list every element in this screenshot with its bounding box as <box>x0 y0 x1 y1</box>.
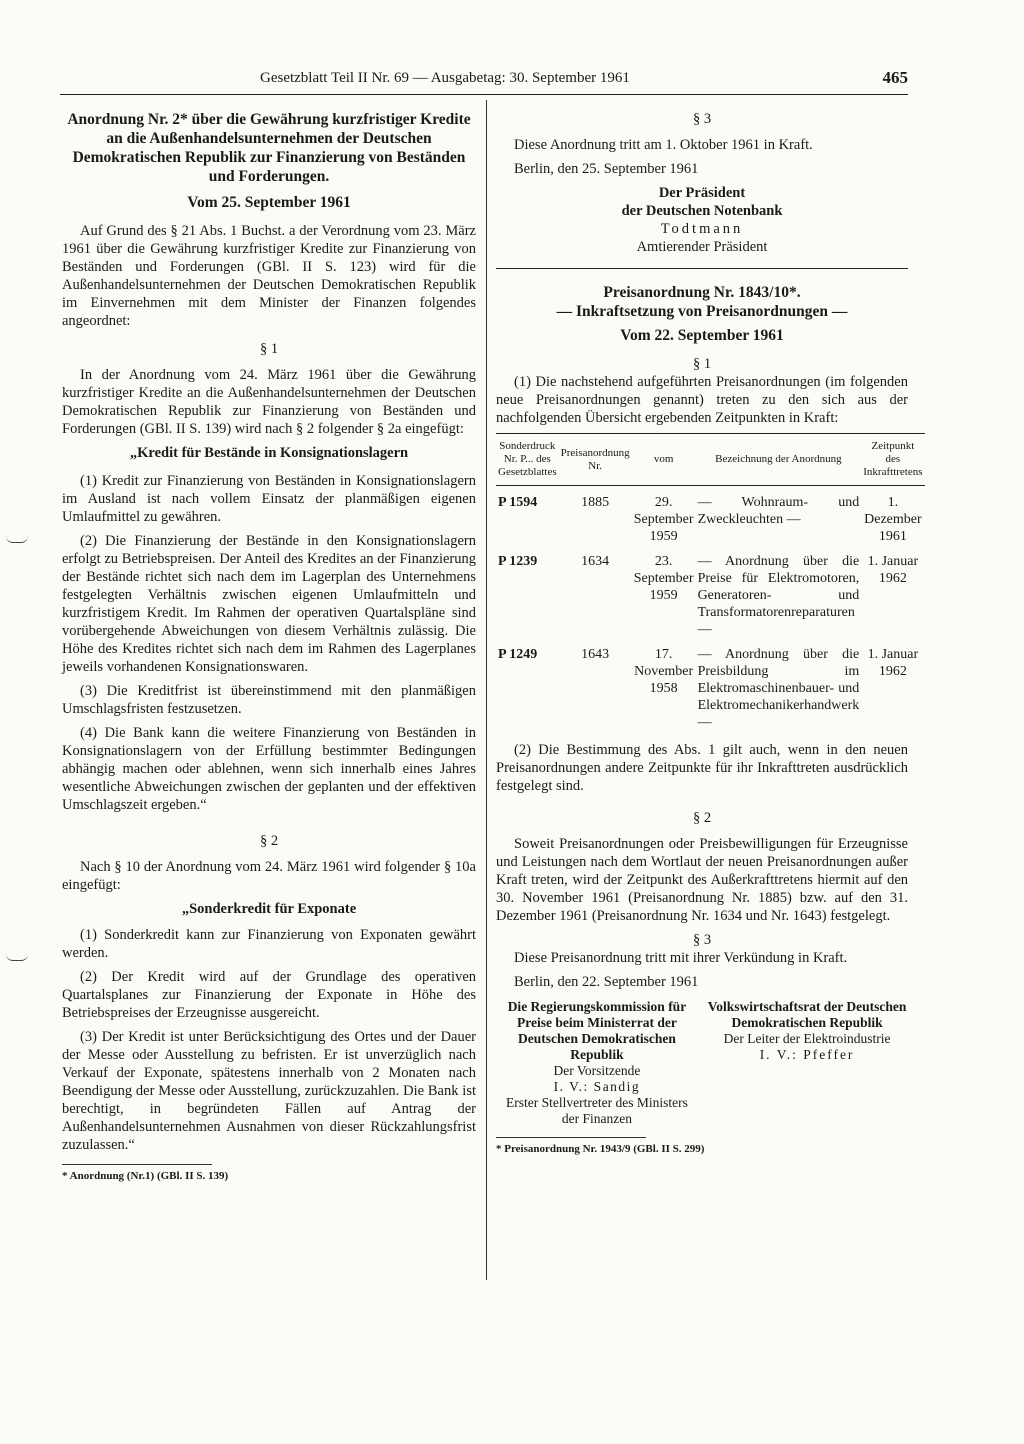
intro-paragraph: Auf Grund des § 21 Abs. 1 Buchst. a der Verordnung vom 23. März 1961 über die Gewährung kurzfristiger Kredite zur Finanzierung von Beständen und Forderungen (GBl. II S. 123) wird für die Außenhandelsunternehmen der Deutschen Demokratischen Republik im Einvernehmen mit dem Minister der Finanzen folgendes angeordnet: <box>62 223 476 329</box>
table-row <box>496 638 925 731</box>
signatory-name: I. V.: Pfeffer <box>759 1047 855 1062</box>
footnote-text: * Anordnung (Nr.1) (GBl. II S. 139) <box>62 1170 229 1182</box>
signature-line: Der Präsident <box>658 185 746 201</box>
signature-block-a <box>496 999 698 1127</box>
table-row <box>496 486 925 546</box>
section-rule <box>496 268 908 269</box>
cell: P 1594 <box>498 495 538 510</box>
margin-mark <box>6 536 28 543</box>
col-header: Preisanordnung Nr. <box>559 434 632 486</box>
section-3-heading: § 3 <box>692 111 712 127</box>
right-column <box>496 110 923 1158</box>
signature-grid <box>496 999 908 1127</box>
cell: 23. September 1959 <box>633 554 694 603</box>
price-section-3-text: Diese Preisanordnung tritt mit ihrer Verkündung in Kraft. <box>514 950 848 966</box>
section-2-clause-2: (2) Der Kredit wird auf der Grundlage des operativen Quartalsplanes zur Finanzierung der Exponate in Höhe des Betriebspreises der Erzeugnisse ausgereicht. <box>62 969 476 1021</box>
section-2-clause-3: (3) Der Kredit ist unter Berücksichtigung des Ortes und der Dauer der Messe oder Ausstellung zu befristen. Er ist unverzüglich nach Verkauf der Exponate, spätestens innerhalb von 2 Monaten nach Beendigung der Messe oder Ausstellung, zurückzuzahlen. Die Bank ist berechtigt, in begründeten Fällen auf Antrag der Außenhandelsunternehmen Ausnahmen von dieser Rückzahlungsfrist zuzulassen.“ <box>62 1029 476 1153</box>
section-2-text: Nach § 10 der Anordnung vom 24. März 1961 wird folgender § 10a eingefügt: <box>62 859 476 893</box>
section-1-clause-2: (2) Die Finanzierung der Bestände in den Konsignationslagern erfolgt zu Betriebspreisen. Der Anteil des Kredites an der Finanzierung der Bestände richtet sich nach dem im Lagerplan des Unternehmens festgelegten Verhältnis zwischen eigenen Umlaufmitteln und kurzfristigem Kredit. Im Rahmen der operativen Quartalspläne sind vorübergehende Abweichungen von diesem Verhältnis zulässig. Die Höhe des Kredites richtet sich nach dem im Rahmen des Lagerplanes jeweils vorhandenen Konsignationswaren. <box>62 533 476 675</box>
table-header-row <box>496 434 925 486</box>
section-1-clause-1: (1) Kredit zur Finanzierung von Beständen in Konsignationslagern im Ausland ist nach vollem Einsatz der planmäßigen eigenen Umlaufmittel zu gewähren. <box>62 473 476 525</box>
price-order-subtitle: — Inkraftsetzung von Preisanordnungen — <box>556 303 848 320</box>
price-section-2-heading: § 2 <box>692 810 712 826</box>
cell: — Wohnraum- und Zweckleuchten — <box>697 495 860 527</box>
price-order-title: Preisanordnung Nr. 1843/10*. <box>603 284 801 301</box>
margin-mark <box>6 954 28 961</box>
signature-block-1 <box>496 184 908 256</box>
ordinance-title: Anordnung Nr. 2* über die Gewährung kurzfristiger Kredite an die Außenhandelsunternehmen der Deutschen Demokratischen Republik zur Finanzierung von Beständen und Forderungen. <box>67 111 471 185</box>
signature-block-b <box>706 999 908 1127</box>
footnote-text: * Preisanordnung Nr. 1943/9 (GBl. II S. 299) <box>496 1143 705 1155</box>
section-1-clause-3: (3) Die Kreditfrist ist übereinstimmend mit den planmäßigen Umschlagsfristen festzusetzen. <box>62 683 476 717</box>
cell: P 1249 <box>498 647 538 662</box>
signatory-org: Volkswirtschaftsrat der Deutschen Demokratischen Republik <box>707 999 907 1030</box>
signatory-name: I. V.: Sandig <box>553 1079 641 1094</box>
cell: P 1239 <box>498 554 538 569</box>
page-number: 465 <box>882 68 908 87</box>
col-header: vom <box>632 434 696 486</box>
cell: 1643 <box>581 647 610 662</box>
section-1-clause-4: (4) Die Bank kann die weitere Finanzierung von Beständen in Konsignationslagern von der Erfüllung bestimmter Bedingungen abhängig machen oder ablehnen, wenn sich innerhalb eines Jahres wesentliche Abweichungen zwischen der geplanten und der effektiven Umschlagszeit ergeben.“ <box>62 725 476 813</box>
cell: 17. November 1958 <box>634 647 694 696</box>
price-section-1-heading: § 1 <box>692 356 712 372</box>
cell: 1. Dezember 1961 <box>864 495 922 544</box>
ordinance-date: Vom 25. September 1961 <box>187 194 351 211</box>
footnote-left <box>62 1164 229 1185</box>
col-header: Bezeichnung der Anordnung <box>696 434 862 486</box>
place-date-2: Berlin, den 22. September 1961 <box>514 974 699 990</box>
cell: — Anordnung über die Preise für Elektromotoren, Generatoren- und Transformatorenreparaturen — <box>697 554 860 637</box>
col-header: Sonderdruck Nr. P... des Gesetzblattes <box>496 434 559 486</box>
gazette-title: Gesetzblatt Teil II Nr. 69 — Ausgabetag: 30. September 1961 <box>260 70 630 86</box>
signatory-role: Amtierender Präsident <box>636 239 768 255</box>
page-header <box>60 64 908 95</box>
cell: — Anordnung über die Preisbildung im Elektromaschinenbauer- und Elektromechanikerhandwerk — <box>697 647 860 730</box>
column-divider <box>486 100 487 1280</box>
signatory-role: Der Vorsitzende <box>553 1063 641 1078</box>
cell: 29. September 1959 <box>633 495 694 544</box>
price-section-3-heading: § 3 <box>692 932 712 948</box>
price-section-1-text: (1) Die nachstehend aufgeführten Preisanordnungen (im folgenden neue Preisanordnungen genannt) treten zu den sich aus der nachfolgenden Übersicht ergebenden Zeitpunkten in Kraft: <box>496 374 908 426</box>
footnote-right <box>496 1137 705 1158</box>
price-section-1-text-2: (2) Die Bestimmung des Abs. 1 gilt auch, wenn in den neuen Preisanordnungen andere Zeitpunkte für ihr Inkrafttreten ausdrücklich festgelegt sind. <box>496 742 908 794</box>
price-section-2-text: Soweit Preisanordnungen oder Preisbewilligungen für Erzeugnisse und Leistungen nach dem Wortlaut der neuen Preisanordnungen außer Kraft treten, wird der Zeitpunkt des Außerkrafttretens hiermit auf den 30. November 1961 (Preisanordnung Nr. 1885) bzw. auf den 31. Dezember 1961 (Preisanordnung Nr. 1634 und Nr. 1643) festgelegt. <box>496 836 908 924</box>
section-3-text: Diese Anordnung tritt am 1. Oktober 1961 in Kraft. <box>514 137 813 153</box>
cell: 1634 <box>581 554 610 569</box>
section-2-heading: § 2 <box>259 833 279 849</box>
signatory-org: Die Regierungskommission für Preise beim Ministerrat der Deutschen Demokratischen Republik <box>507 999 687 1062</box>
cell: 1. Januar 1962 <box>867 554 919 586</box>
col-header: Zeitpunkt des Inkrafttretens <box>861 434 924 486</box>
section-1-heading: § 1 <box>259 341 279 357</box>
price-order-date: Vom 22. September 1961 <box>620 327 784 344</box>
cell: 1885 <box>581 495 610 510</box>
price-order-table <box>496 433 925 731</box>
signatory-name: Todtmann <box>660 221 744 237</box>
left-column <box>62 110 476 1185</box>
signatory-subtitle: Erster Stellvertreter des Ministers der Finanzen <box>506 1095 688 1126</box>
table-row <box>496 545 925 638</box>
place-date: Berlin, den 25. September 1961 <box>514 161 699 177</box>
section-2-subtitle: „Sonderkredit für Exponate <box>181 901 357 917</box>
cell: 1. Januar 1962 <box>867 647 919 679</box>
section-2-clause-1: (1) Sonderkredit kann zur Finanzierung von Exponaten gewährt werden. <box>62 927 476 961</box>
signatory-role: Der Leiter der Elektroindustrie <box>723 1031 891 1046</box>
signature-line: der Deutschen Notenbank <box>621 203 783 219</box>
section-1-subtitle: „Kredit für Bestände in Konsignationslagern <box>129 445 409 461</box>
section-1-text: In der Anordnung vom 24. März 1961 über die Gewährung kurzfristiger Kredite an die Außenhandelsunternehmen der Deutschen Demokratischen Republik zur Finanzierung von Beständen und Forderungen (GBl. II S. 139) wird nach § 2 folgender § 2a eingefügt: <box>62 367 476 437</box>
